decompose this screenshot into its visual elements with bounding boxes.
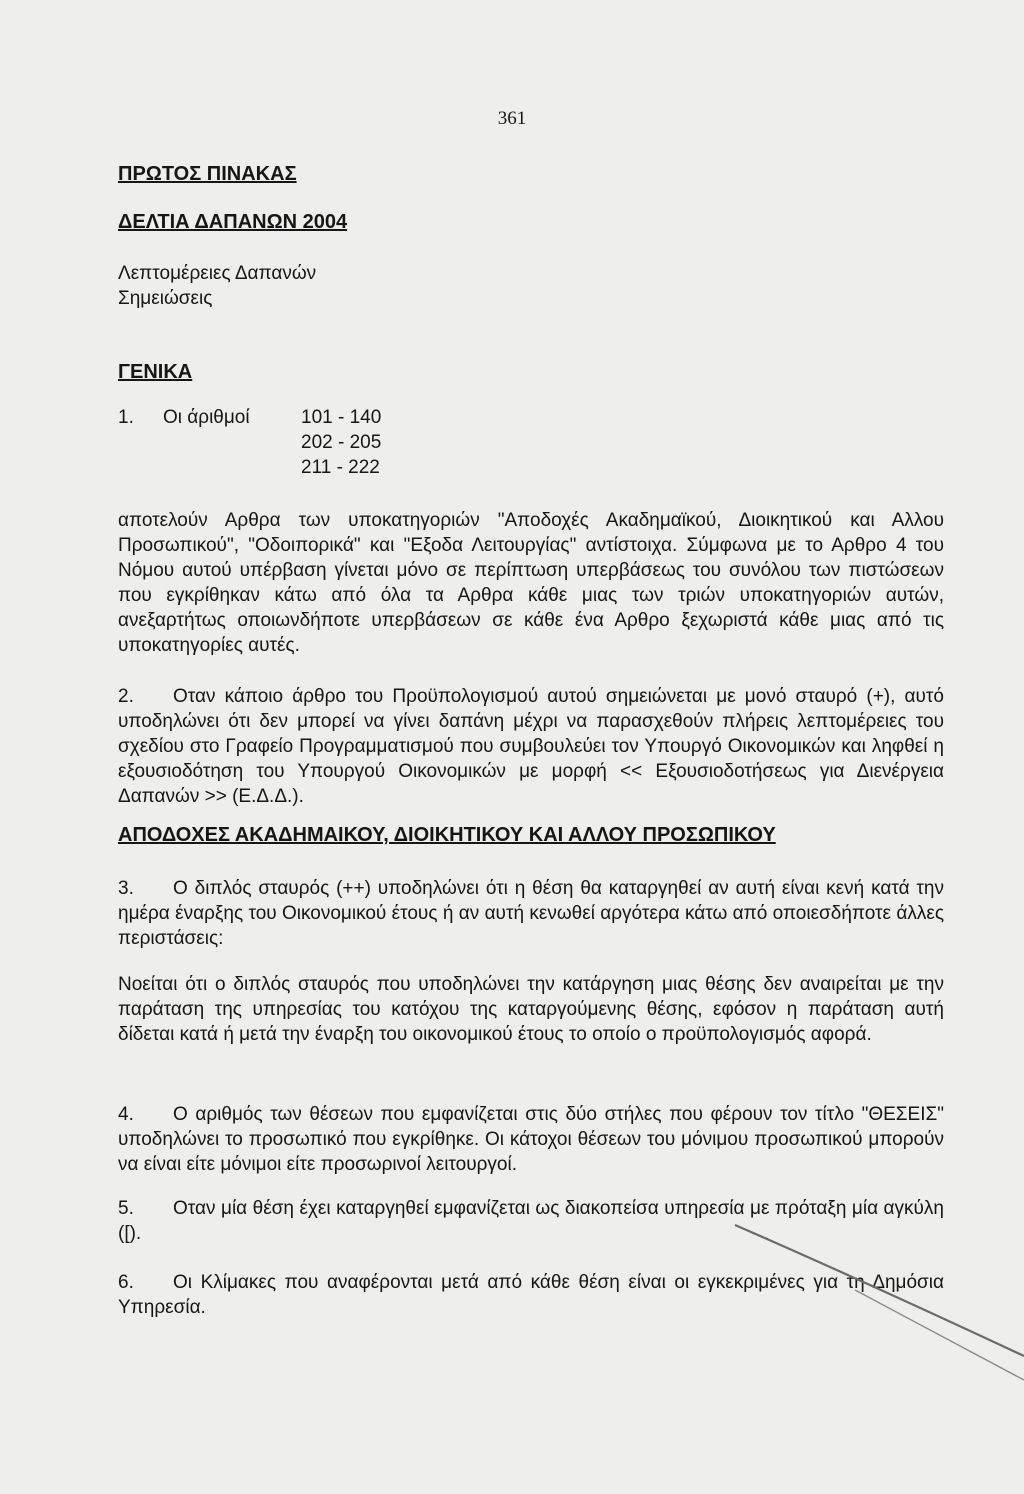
item-3-number: 3. (118, 878, 134, 899)
section-general-heading: ΓΕΝΙΚΑ (118, 361, 193, 383)
item-2-number: 2. (118, 686, 134, 707)
item-1-label: Οι άριθμοί (163, 407, 250, 428)
page-number: 361 (497, 108, 527, 129)
item-3-text: Ο διπλός σταυρός (++) υποδηλώνει ότι η θέση θα καταργηθεί αν αυτή είναι κενή κατά την ημέρα έναρξης του Οικονομικού έτους ή αν αυτή κενωθεί αργότερα κάτω από οποιεσδήποτε άλλες περιστάσεις: (118, 878, 944, 949)
note-3-paragraph: Νοείται ότι ο διπλός σταυρός που υποδηλώνει την κατάργηση μιας θέσης δεν αναιρείται με την παράταση της υπηρεσίας του κατόχου της καταργούμενης θέσης, εφόσον η παράταση αυτή δίδεται κατά ή μετά την έναρξη του οικονομικού έτους το οποίο ο προϋπολογισμός αφορά. (118, 974, 944, 1045)
item-1-paragraph: αποτελούν Αρθρα των υποκατηγοριών "Αποδοχές Ακαδημαϊκού, Διοικητικού και Αλλου Προσωπικού", "Οδοιπορικά" και "Εξοδα Λειτουργίας" αντίστοιχα. Σύμφωνα με το Αρθρο 4 του Νόμου αυτού υπέρβαση γίνεται μόνο σε περίπτωση υπερβάσεως του συνόλου των πιστώσεων που εγκρίθηκαν κάτω από όλα τα Αρθρα κάθε μιας των τριών υποκατηγοριών αυτών, ανεξαρτήτως οποιωνδήποτε υπερβάσεων σε κάθε ένα Αρθρο ξεχωριστά κάθε μιας από τις υποκατηγορίες αυτές. (118, 510, 944, 656)
details-label: Λεπτομέρειες Δαπανών (118, 263, 317, 284)
item-5-text: Οταν μία θέση έχει καταργηθεί εμφανίζεται ως διακοπείσα υπηρεσία με πρόταξη μία αγκύλη ([). (118, 1198, 944, 1244)
item-5-number: 5. (118, 1198, 134, 1219)
item-6-text: Οι Κλίμακες που αναφέρονται μετά από κάθε θέση είναι οι εγκεκριμένες για τη Δημόσια Υπηρεσία. (118, 1272, 944, 1318)
article-range: 202 - 205 (301, 432, 382, 453)
document-subtitle: ΔΕΛΤΙΑ ΔΑΠΑΝΩΝ 2004 (118, 211, 348, 233)
article-range: 101 - 140 (301, 407, 382, 428)
document-title: ΠΡΩΤΟΣ ΠΙΝΑΚΑΣ (118, 163, 297, 185)
section-salaries-heading: ΑΠΟΔΟΧΕΣ ΑΚΑΔΗΜΑΙΚΟΥ, ΔΙΟΙΚΗΤΙΚΟΥ ΚΑΙ ΑΛΛΟΥ ΠΡΟΣΩΠΙΚΟΥ (118, 824, 776, 846)
article-range: 211 - 222 (301, 457, 380, 478)
item-4-text: Ο αριθμός των θέσεων που εμφανίζεται στις δύο στήλες που φέρουν τον τίτλο "ΘΕΣΕΙΣ" υποδηλώνει το προσωπικό που εγκρίθηκε. Οι κάτοχοι θέσεων του μόνιμου προσωπικού μπορούν να είναι είτε μόνιμοι είτε προσωρινοί λειτουργοί. (118, 1104, 944, 1175)
item-6-number: 6. (118, 1272, 134, 1293)
item-4-number: 4. (118, 1104, 134, 1125)
item-1-number: 1. (118, 407, 134, 428)
notes-label: Σημειώσεις (118, 288, 213, 309)
item-2-text: Οταν κάποιο άρθρο του Προϋπολογισμού αυτού σημειώνεται με μονό σταυρό (+), αυτό υποδηλώνει ότι δεν μπορεί να γίνει δαπάνη μέχρι να παρασχεθούν πλήρεις λεπτομέρειες του σχεδίου στο Γραφείο Προγραμματισμού που συμβουλεύει τον Υπουργό Οικονομικών και ληφθεί η εξουσιοδότηση του Υπουργού Οικονομικών με μορφή << Εξουσιοδοτήσεως για Διενέργεια Δαπανών >> (Ε.Δ.Δ.). (118, 686, 944, 807)
